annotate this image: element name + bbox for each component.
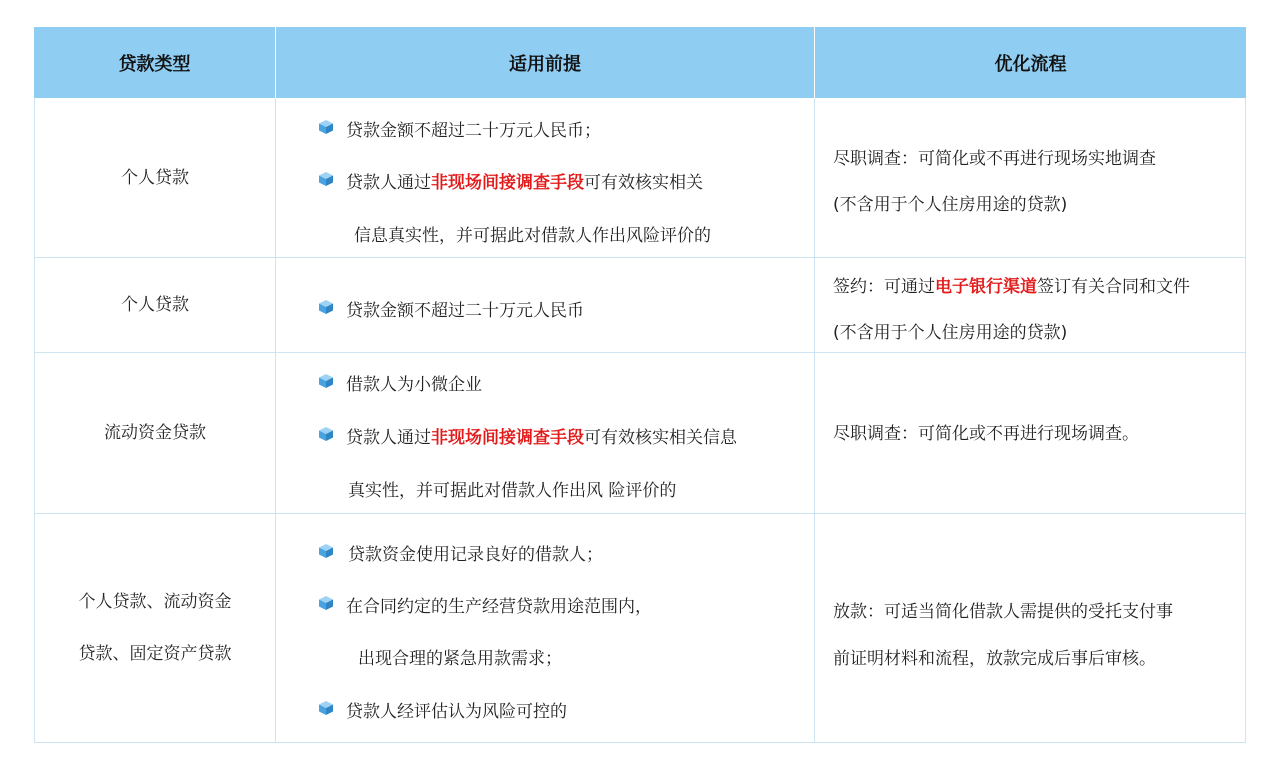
table-row xyxy=(34,353,1246,514)
condition-line xyxy=(348,540,603,565)
optimization-cell xyxy=(814,258,1246,352)
condition-line xyxy=(346,370,482,395)
loan-type-text: 个人贷款、流动资金 xyxy=(78,592,232,612)
optimization-cell xyxy=(814,98,1246,257)
table-row xyxy=(34,258,1246,353)
loan-type-text: 个人贷款 xyxy=(121,167,189,188)
cube-icon xyxy=(318,119,334,135)
table-row xyxy=(34,514,1246,743)
loan-type-cell xyxy=(34,353,275,513)
line-text: 可有效核实相关 xyxy=(584,173,703,193)
loan-process-table xyxy=(34,27,1246,743)
condition-line xyxy=(348,476,676,501)
line-text: 放款：可适当简化借款人需提供的受托支付事 xyxy=(833,602,1173,622)
line-text: 可有效核实相关信息 xyxy=(584,428,737,448)
header-conditions: 适用前提 xyxy=(275,27,814,98)
cube-icon xyxy=(318,373,334,389)
loan-type-text: 个人贷款 xyxy=(121,295,189,315)
condition-line xyxy=(358,644,562,669)
header-loan-type: 贷款类型 xyxy=(118,53,191,75)
line-text: (不含用于个人住房用途的贷款) xyxy=(833,323,1068,343)
condition-line xyxy=(346,592,652,617)
line-text: 贷款金额不超过二十万元人民币； xyxy=(346,121,601,141)
table-header xyxy=(34,27,1246,98)
line-text: 借款人为小微企业 xyxy=(346,375,482,395)
highlighted-text: 电子银行渠道 xyxy=(935,277,1037,297)
cube-icon xyxy=(318,171,334,187)
conditions-cell xyxy=(275,353,814,513)
line-text: 出现合理的紧急用款需求； xyxy=(358,649,562,669)
optimization-line xyxy=(833,419,1139,444)
loan-type-text: 贷款、固定资产贷款 xyxy=(78,644,232,664)
cube-icon xyxy=(318,700,334,716)
optimization-line xyxy=(833,597,1173,622)
optimization-line xyxy=(833,644,1156,669)
line-text: 前证明材料和流程，放款完成后事后审核。 xyxy=(833,649,1156,669)
line-text: 信息真实性，并可据此对借款人作出风险评价的 xyxy=(354,226,711,246)
optimization-line xyxy=(833,272,1190,297)
condition-line xyxy=(346,296,584,321)
loan-type-text: 流动资金贷款 xyxy=(104,423,206,443)
conditions-cell xyxy=(275,258,814,352)
loan-type-cell xyxy=(34,258,275,352)
condition-line xyxy=(346,423,737,448)
condition-line xyxy=(346,116,601,141)
optimization-cell xyxy=(814,514,1246,742)
highlighted-text: 非现场间接调查手段 xyxy=(431,428,584,448)
loan-type-cell xyxy=(34,98,275,257)
line-text: 贷款人通过 xyxy=(346,173,431,193)
condition-line xyxy=(354,221,711,246)
line-text: 贷款金额不超过二十万元人民币 xyxy=(346,301,584,321)
highlighted-text: 非现场间接调查手段 xyxy=(431,173,584,193)
condition-line xyxy=(346,168,703,193)
line-text: 尽职调查：可简化或不再进行现场实地调查 xyxy=(833,149,1156,169)
line-text: 签约：可通过 xyxy=(833,277,935,297)
cube-icon xyxy=(318,299,334,315)
conditions-cell xyxy=(275,514,814,742)
loan-type-cell xyxy=(34,514,275,742)
header-optimization: 优化流程 xyxy=(814,27,1246,98)
table-row xyxy=(34,98,1246,258)
line-text: 真实性，并可据此对借款人作出风 险评价的 xyxy=(348,481,677,501)
cube-icon xyxy=(318,426,334,442)
condition-line xyxy=(346,697,567,722)
optimization-line xyxy=(833,190,1067,215)
line-text: 贷款人通过 xyxy=(346,428,431,448)
line-text: 尽职调查：可简化或不再进行现场调查。 xyxy=(833,424,1139,444)
line-text: (不含用于个人住房用途的贷款) xyxy=(833,195,1068,215)
conditions-cell xyxy=(275,98,814,257)
cube-icon xyxy=(318,543,334,559)
line-text: 在合同约定的生产经营贷款用途范围内， xyxy=(346,597,652,617)
optimization-line xyxy=(833,318,1067,343)
optimization-line xyxy=(833,144,1156,169)
optimization-cell xyxy=(814,353,1246,513)
line-text: 贷款人经评估认为风险可控的 xyxy=(346,702,567,722)
line-text: 签订有关合同和文件 xyxy=(1037,277,1190,297)
cube-icon xyxy=(318,595,334,611)
line-text: 贷款资金使用记录良好的借款人； xyxy=(348,545,603,565)
